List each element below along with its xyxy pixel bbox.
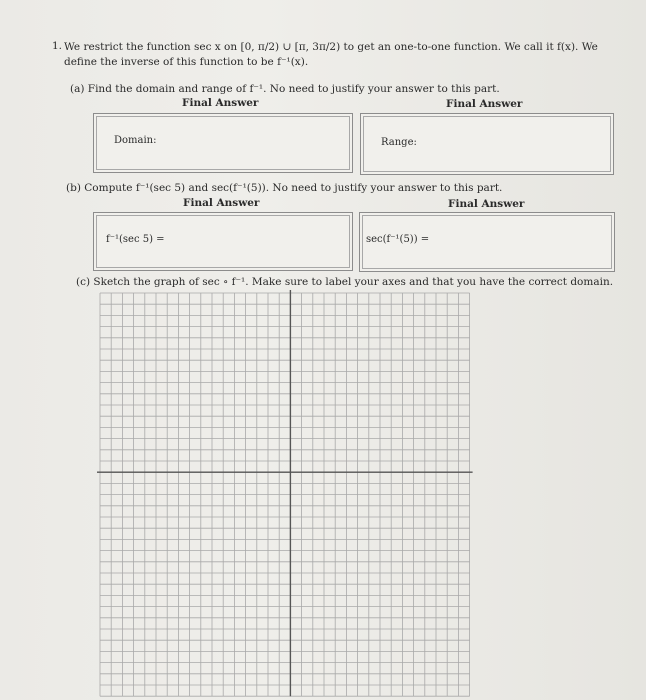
part-a-final-answer-right: Final Answer: [446, 98, 523, 110]
part-a-prompt: (a) Find the domain and range of f⁻¹. No need to justify your answer to this part.: [70, 83, 500, 95]
graph-paper-grid[interactable]: [96, 288, 476, 698]
range-label: Range:: [381, 137, 417, 148]
range-answer-box[interactable]: [360, 113, 614, 175]
part-b-final-answer-right: Final Answer: [448, 198, 525, 210]
domain-label: Domain:: [114, 135, 157, 146]
sec-f-inverse-5-label: sec(f⁻¹(5)) =: [366, 234, 430, 245]
part-a-final-answer-left: Final Answer: [182, 97, 259, 109]
problem-intro-line-1: We restrict the function sec x on [0, π/2) ∪ [π, 3π/2) to get an one-to-one function. We call it f(x). We: [64, 41, 598, 53]
sec-f-inverse-5-answer-box[interactable]: [359, 212, 615, 272]
f-inverse-sec5-label: f⁻¹(sec 5) =: [106, 234, 165, 245]
f-inverse-sec5-answer-box[interactable]: [93, 212, 353, 271]
part-c-prompt: (c) Sketch the graph of sec ∘ f⁻¹. Make sure to label your axes and that you have the correct domain.: [76, 276, 614, 288]
problem-number: 1.: [52, 40, 63, 52]
problem-intro-line-2: define the inverse of this function to be f⁻¹(x).: [64, 56, 309, 68]
part-b-final-answer-left: Final Answer: [183, 197, 260, 209]
domain-answer-box[interactable]: [93, 113, 353, 173]
part-b-prompt: (b) Compute f⁻¹(sec 5) and sec(f⁻¹(5)). No need to justify your answer to this part.: [66, 182, 503, 194]
problem-intro: [64, 40, 624, 70]
